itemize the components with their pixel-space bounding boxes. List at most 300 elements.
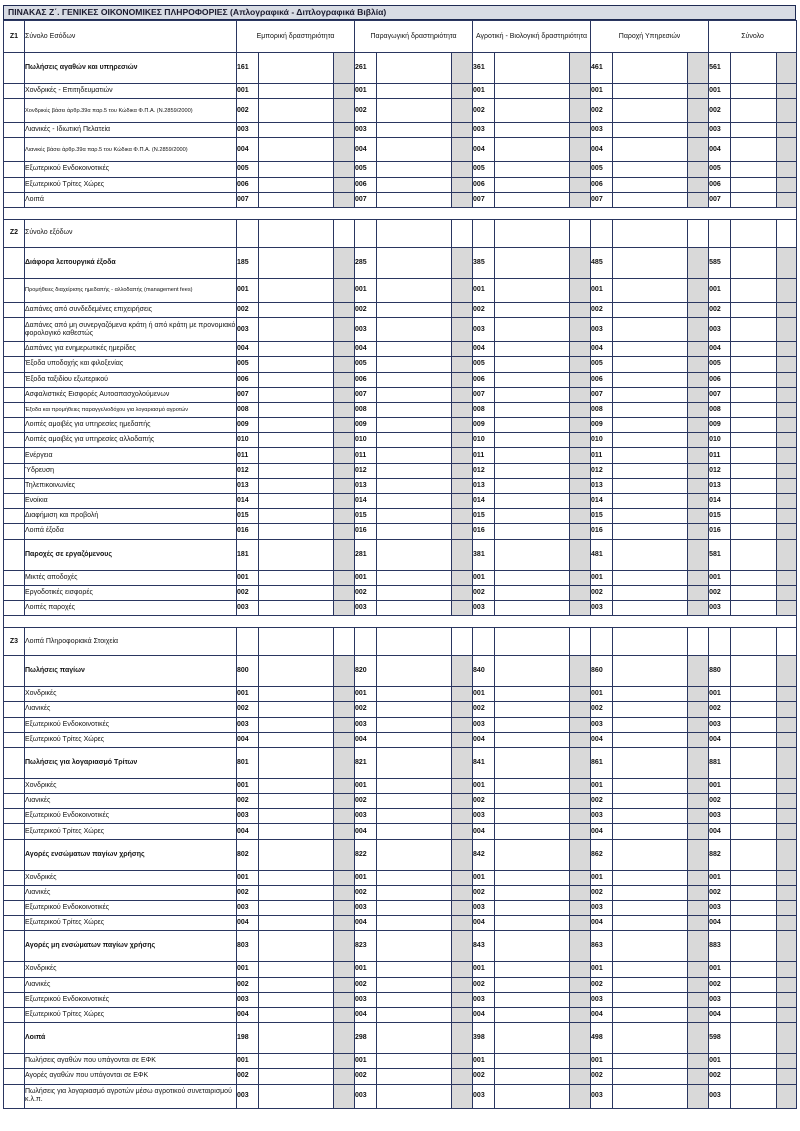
amount-field[interactable]	[495, 732, 570, 747]
cents-field[interactable]	[777, 138, 797, 162]
cents-field[interactable]	[688, 524, 709, 539]
cents-field[interactable]	[334, 302, 355, 317]
amount-field[interactable]	[377, 494, 452, 509]
cents-field[interactable]	[570, 448, 591, 463]
amount-field[interactable]	[259, 387, 334, 402]
amount-field[interactable]	[259, 931, 334, 962]
cents-field[interactable]	[777, 387, 797, 402]
cents-field[interactable]	[570, 732, 591, 747]
amount-field[interactable]	[377, 138, 452, 162]
amount-field[interactable]	[495, 1069, 570, 1084]
cents-field[interactable]	[777, 1084, 797, 1108]
cents-field[interactable]	[452, 53, 473, 84]
amount-field[interactable]	[259, 247, 334, 278]
amount-field[interactable]	[259, 702, 334, 717]
cents-field[interactable]	[777, 1007, 797, 1022]
amount-field[interactable]	[259, 600, 334, 615]
cents-field[interactable]	[334, 387, 355, 402]
cents-field[interactable]	[688, 387, 709, 402]
cents-field[interactable]	[688, 342, 709, 357]
cents-field[interactable]	[570, 794, 591, 809]
amount-field[interactable]	[495, 138, 570, 162]
cents-field[interactable]	[777, 478, 797, 493]
cents-field[interactable]	[777, 318, 797, 342]
amount-field[interactable]	[731, 99, 777, 123]
amount-field[interactable]	[613, 53, 688, 84]
amount-field[interactable]	[495, 494, 570, 509]
cents-field[interactable]	[334, 177, 355, 192]
cents-field[interactable]	[452, 433, 473, 448]
amount-field[interactable]	[259, 585, 334, 600]
amount-field[interactable]	[377, 931, 452, 962]
amount-field[interactable]	[613, 901, 688, 916]
cents-field[interactable]	[777, 99, 797, 123]
amount-field[interactable]	[259, 1069, 334, 1084]
cents-field[interactable]	[334, 418, 355, 433]
cents-field[interactable]	[570, 870, 591, 885]
cents-field[interactable]	[777, 53, 797, 84]
cents-field[interactable]	[334, 1069, 355, 1084]
cents-field[interactable]	[452, 1007, 473, 1022]
cents-field[interactable]	[570, 302, 591, 317]
amount-field[interactable]	[259, 732, 334, 747]
cents-field[interactable]	[777, 992, 797, 1007]
amount-field[interactable]	[377, 585, 452, 600]
amount-field[interactable]	[613, 600, 688, 615]
amount-field[interactable]	[495, 901, 570, 916]
cents-field[interactable]	[570, 585, 591, 600]
cents-field[interactable]	[688, 53, 709, 84]
cents-field[interactable]	[688, 433, 709, 448]
cents-field[interactable]	[570, 99, 591, 123]
amount-field[interactable]	[377, 977, 452, 992]
amount-field[interactable]	[377, 162, 452, 177]
amount-field[interactable]	[731, 478, 777, 493]
cents-field[interactable]	[452, 278, 473, 302]
cents-field[interactable]	[570, 931, 591, 962]
cents-field[interactable]	[334, 962, 355, 977]
amount-field[interactable]	[613, 372, 688, 387]
amount-field[interactable]	[731, 318, 777, 342]
amount-field[interactable]	[259, 747, 334, 778]
cents-field[interactable]	[688, 585, 709, 600]
amount-field[interactable]	[731, 977, 777, 992]
amount-field[interactable]	[495, 418, 570, 433]
amount-field[interactable]	[259, 885, 334, 900]
cents-field[interactable]	[777, 448, 797, 463]
cents-field[interactable]	[688, 870, 709, 885]
cents-field[interactable]	[688, 1069, 709, 1084]
amount-field[interactable]	[377, 509, 452, 524]
cents-field[interactable]	[570, 747, 591, 778]
amount-field[interactable]	[613, 702, 688, 717]
cents-field[interactable]	[777, 1023, 797, 1054]
amount-field[interactable]	[259, 916, 334, 931]
amount-field[interactable]	[613, 1023, 688, 1054]
amount-field[interactable]	[259, 1023, 334, 1054]
amount-field[interactable]	[495, 123, 570, 138]
amount-field[interactable]	[613, 418, 688, 433]
amount-field[interactable]	[495, 433, 570, 448]
cents-field[interactable]	[777, 717, 797, 732]
amount-field[interactable]	[495, 247, 570, 278]
cents-field[interactable]	[777, 278, 797, 302]
amount-field[interactable]	[259, 570, 334, 585]
amount-field[interactable]	[377, 1007, 452, 1022]
amount-field[interactable]	[731, 177, 777, 192]
cents-field[interactable]	[452, 1054, 473, 1069]
cents-field[interactable]	[452, 84, 473, 99]
amount-field[interactable]	[731, 342, 777, 357]
amount-field[interactable]	[259, 1084, 334, 1108]
cents-field[interactable]	[777, 809, 797, 824]
amount-field[interactable]	[613, 357, 688, 372]
amount-field[interactable]	[495, 931, 570, 962]
cents-field[interactable]	[452, 418, 473, 433]
cents-field[interactable]	[452, 448, 473, 463]
cents-field[interactable]	[777, 901, 797, 916]
amount-field[interactable]	[495, 585, 570, 600]
amount-field[interactable]	[259, 824, 334, 839]
cents-field[interactable]	[570, 962, 591, 977]
cents-field[interactable]	[688, 177, 709, 192]
amount-field[interactable]	[613, 732, 688, 747]
cents-field[interactable]	[334, 402, 355, 417]
cents-field[interactable]	[452, 870, 473, 885]
amount-field[interactable]	[731, 1007, 777, 1022]
cents-field[interactable]	[334, 702, 355, 717]
cents-field[interactable]	[334, 192, 355, 207]
cents-field[interactable]	[777, 747, 797, 778]
cents-field[interactable]	[777, 494, 797, 509]
cents-field[interactable]	[777, 1069, 797, 1084]
cents-field[interactable]	[334, 977, 355, 992]
amount-field[interactable]	[377, 1023, 452, 1054]
amount-field[interactable]	[377, 478, 452, 493]
cents-field[interactable]	[334, 747, 355, 778]
cents-field[interactable]	[334, 809, 355, 824]
cents-field[interactable]	[570, 342, 591, 357]
amount-field[interactable]	[377, 372, 452, 387]
amount-field[interactable]	[377, 570, 452, 585]
amount-field[interactable]	[613, 1054, 688, 1069]
cents-field[interactable]	[334, 357, 355, 372]
amount-field[interactable]	[731, 138, 777, 162]
cents-field[interactable]	[777, 192, 797, 207]
amount-field[interactable]	[613, 1007, 688, 1022]
cents-field[interactable]	[334, 585, 355, 600]
cents-field[interactable]	[688, 962, 709, 977]
amount-field[interactable]	[495, 387, 570, 402]
cents-field[interactable]	[570, 539, 591, 570]
amount-field[interactable]	[259, 123, 334, 138]
cents-field[interactable]	[570, 1054, 591, 1069]
cents-field[interactable]	[334, 600, 355, 615]
cents-field[interactable]	[570, 138, 591, 162]
amount-field[interactable]	[731, 1069, 777, 1084]
cents-field[interactable]	[570, 84, 591, 99]
cents-field[interactable]	[452, 885, 473, 900]
amount-field[interactable]	[495, 1054, 570, 1069]
cents-field[interactable]	[688, 656, 709, 687]
amount-field[interactable]	[613, 1069, 688, 1084]
cents-field[interactable]	[334, 839, 355, 870]
amount-field[interactable]	[731, 509, 777, 524]
amount-field[interactable]	[495, 539, 570, 570]
cents-field[interactable]	[688, 600, 709, 615]
amount-field[interactable]	[495, 84, 570, 99]
cents-field[interactable]	[777, 962, 797, 977]
amount-field[interactable]	[731, 494, 777, 509]
cents-field[interactable]	[570, 402, 591, 417]
cents-field[interactable]	[452, 977, 473, 992]
amount-field[interactable]	[613, 747, 688, 778]
cents-field[interactable]	[452, 992, 473, 1007]
cents-field[interactable]	[688, 839, 709, 870]
amount-field[interactable]	[731, 402, 777, 417]
cents-field[interactable]	[777, 418, 797, 433]
cents-field[interactable]	[688, 732, 709, 747]
amount-field[interactable]	[377, 342, 452, 357]
cents-field[interactable]	[452, 509, 473, 524]
amount-field[interactable]	[377, 962, 452, 977]
amount-field[interactable]	[377, 463, 452, 478]
amount-field[interactable]	[613, 387, 688, 402]
amount-field[interactable]	[613, 687, 688, 702]
amount-field[interactable]	[377, 687, 452, 702]
cents-field[interactable]	[688, 931, 709, 962]
cents-field[interactable]	[334, 372, 355, 387]
amount-field[interactable]	[377, 839, 452, 870]
cents-field[interactable]	[452, 247, 473, 278]
cents-field[interactable]	[570, 885, 591, 900]
amount-field[interactable]	[495, 977, 570, 992]
cents-field[interactable]	[570, 1007, 591, 1022]
cents-field[interactable]	[452, 600, 473, 615]
amount-field[interactable]	[259, 278, 334, 302]
amount-field[interactable]	[377, 53, 452, 84]
amount-field[interactable]	[495, 402, 570, 417]
amount-field[interactable]	[495, 524, 570, 539]
amount-field[interactable]	[495, 839, 570, 870]
amount-field[interactable]	[377, 99, 452, 123]
cents-field[interactable]	[334, 570, 355, 585]
amount-field[interactable]	[731, 192, 777, 207]
amount-field[interactable]	[495, 478, 570, 493]
amount-field[interactable]	[377, 192, 452, 207]
cents-field[interactable]	[777, 524, 797, 539]
amount-field[interactable]	[731, 809, 777, 824]
amount-field[interactable]	[731, 1023, 777, 1054]
amount-field[interactable]	[613, 570, 688, 585]
amount-field[interactable]	[259, 539, 334, 570]
amount-field[interactable]	[259, 53, 334, 84]
cents-field[interactable]	[334, 1007, 355, 1022]
amount-field[interactable]	[259, 162, 334, 177]
amount-field[interactable]	[259, 524, 334, 539]
cents-field[interactable]	[452, 656, 473, 687]
cents-field[interactable]	[452, 387, 473, 402]
amount-field[interactable]	[377, 732, 452, 747]
cents-field[interactable]	[777, 570, 797, 585]
cents-field[interactable]	[452, 524, 473, 539]
amount-field[interactable]	[495, 192, 570, 207]
cents-field[interactable]	[570, 824, 591, 839]
cents-field[interactable]	[777, 885, 797, 900]
amount-field[interactable]	[377, 318, 452, 342]
cents-field[interactable]	[777, 931, 797, 962]
amount-field[interactable]	[377, 901, 452, 916]
amount-field[interactable]	[731, 463, 777, 478]
amount-field[interactable]	[731, 870, 777, 885]
cents-field[interactable]	[777, 1054, 797, 1069]
cents-field[interactable]	[570, 809, 591, 824]
amount-field[interactable]	[731, 418, 777, 433]
amount-field[interactable]	[377, 84, 452, 99]
amount-field[interactable]	[613, 509, 688, 524]
cents-field[interactable]	[570, 901, 591, 916]
cents-field[interactable]	[334, 870, 355, 885]
amount-field[interactable]	[495, 885, 570, 900]
amount-field[interactable]	[731, 357, 777, 372]
cents-field[interactable]	[688, 717, 709, 732]
cents-field[interactable]	[452, 539, 473, 570]
cents-field[interactable]	[570, 123, 591, 138]
cents-field[interactable]	[777, 433, 797, 448]
amount-field[interactable]	[495, 278, 570, 302]
amount-field[interactable]	[495, 824, 570, 839]
cents-field[interactable]	[688, 509, 709, 524]
cents-field[interactable]	[452, 702, 473, 717]
cents-field[interactable]	[452, 747, 473, 778]
amount-field[interactable]	[613, 478, 688, 493]
amount-field[interactable]	[259, 318, 334, 342]
cents-field[interactable]	[688, 162, 709, 177]
cents-field[interactable]	[777, 778, 797, 793]
cents-field[interactable]	[570, 247, 591, 278]
cents-field[interactable]	[570, 656, 591, 687]
amount-field[interactable]	[495, 717, 570, 732]
amount-field[interactable]	[259, 656, 334, 687]
amount-field[interactable]	[377, 177, 452, 192]
amount-field[interactable]	[377, 992, 452, 1007]
cents-field[interactable]	[334, 524, 355, 539]
cents-field[interactable]	[688, 123, 709, 138]
amount-field[interactable]	[377, 539, 452, 570]
amount-field[interactable]	[259, 794, 334, 809]
amount-field[interactable]	[495, 992, 570, 1007]
amount-field[interactable]	[495, 357, 570, 372]
amount-field[interactable]	[613, 539, 688, 570]
amount-field[interactable]	[259, 687, 334, 702]
amount-field[interactable]	[731, 372, 777, 387]
amount-field[interactable]	[259, 402, 334, 417]
cents-field[interactable]	[570, 570, 591, 585]
cents-field[interactable]	[452, 794, 473, 809]
cents-field[interactable]	[570, 687, 591, 702]
cents-field[interactable]	[777, 247, 797, 278]
amount-field[interactable]	[731, 931, 777, 962]
cents-field[interactable]	[334, 732, 355, 747]
amount-field[interactable]	[731, 524, 777, 539]
cents-field[interactable]	[688, 138, 709, 162]
cents-field[interactable]	[570, 509, 591, 524]
amount-field[interactable]	[377, 885, 452, 900]
cents-field[interactable]	[570, 916, 591, 931]
amount-field[interactable]	[731, 278, 777, 302]
cents-field[interactable]	[777, 977, 797, 992]
amount-field[interactable]	[259, 84, 334, 99]
cents-field[interactable]	[334, 494, 355, 509]
cents-field[interactable]	[334, 885, 355, 900]
amount-field[interactable]	[495, 870, 570, 885]
amount-field[interactable]	[495, 302, 570, 317]
amount-field[interactable]	[495, 778, 570, 793]
cents-field[interactable]	[452, 357, 473, 372]
amount-field[interactable]	[731, 247, 777, 278]
amount-field[interactable]	[377, 433, 452, 448]
cents-field[interactable]	[777, 916, 797, 931]
cents-field[interactable]	[570, 1069, 591, 1084]
cents-field[interactable]	[688, 794, 709, 809]
cents-field[interactable]	[688, 977, 709, 992]
cents-field[interactable]	[688, 418, 709, 433]
amount-field[interactable]	[731, 839, 777, 870]
amount-field[interactable]	[613, 99, 688, 123]
cents-field[interactable]	[777, 123, 797, 138]
amount-field[interactable]	[377, 600, 452, 615]
cents-field[interactable]	[334, 278, 355, 302]
amount-field[interactable]	[259, 99, 334, 123]
cents-field[interactable]	[688, 747, 709, 778]
cents-field[interactable]	[570, 53, 591, 84]
cents-field[interactable]	[777, 539, 797, 570]
amount-field[interactable]	[613, 278, 688, 302]
cents-field[interactable]	[570, 418, 591, 433]
cents-field[interactable]	[334, 1084, 355, 1108]
amount-field[interactable]	[731, 778, 777, 793]
cents-field[interactable]	[334, 433, 355, 448]
amount-field[interactable]	[731, 123, 777, 138]
amount-field[interactable]	[731, 84, 777, 99]
amount-field[interactable]	[613, 778, 688, 793]
amount-field[interactable]	[377, 656, 452, 687]
cents-field[interactable]	[334, 717, 355, 732]
amount-field[interactable]	[613, 162, 688, 177]
cents-field[interactable]	[334, 916, 355, 931]
amount-field[interactable]	[731, 992, 777, 1007]
cents-field[interactable]	[334, 687, 355, 702]
cents-field[interactable]	[777, 585, 797, 600]
cents-field[interactable]	[452, 809, 473, 824]
cents-field[interactable]	[452, 717, 473, 732]
amount-field[interactable]	[731, 916, 777, 931]
cents-field[interactable]	[688, 539, 709, 570]
cents-field[interactable]	[777, 84, 797, 99]
amount-field[interactable]	[613, 84, 688, 99]
amount-field[interactable]	[377, 302, 452, 317]
amount-field[interactable]	[731, 600, 777, 615]
amount-field[interactable]	[259, 478, 334, 493]
amount-field[interactable]	[731, 387, 777, 402]
cents-field[interactable]	[334, 824, 355, 839]
cents-field[interactable]	[777, 342, 797, 357]
amount-field[interactable]	[259, 509, 334, 524]
cents-field[interactable]	[334, 901, 355, 916]
amount-field[interactable]	[259, 302, 334, 317]
amount-field[interactable]	[613, 717, 688, 732]
cents-field[interactable]	[452, 138, 473, 162]
